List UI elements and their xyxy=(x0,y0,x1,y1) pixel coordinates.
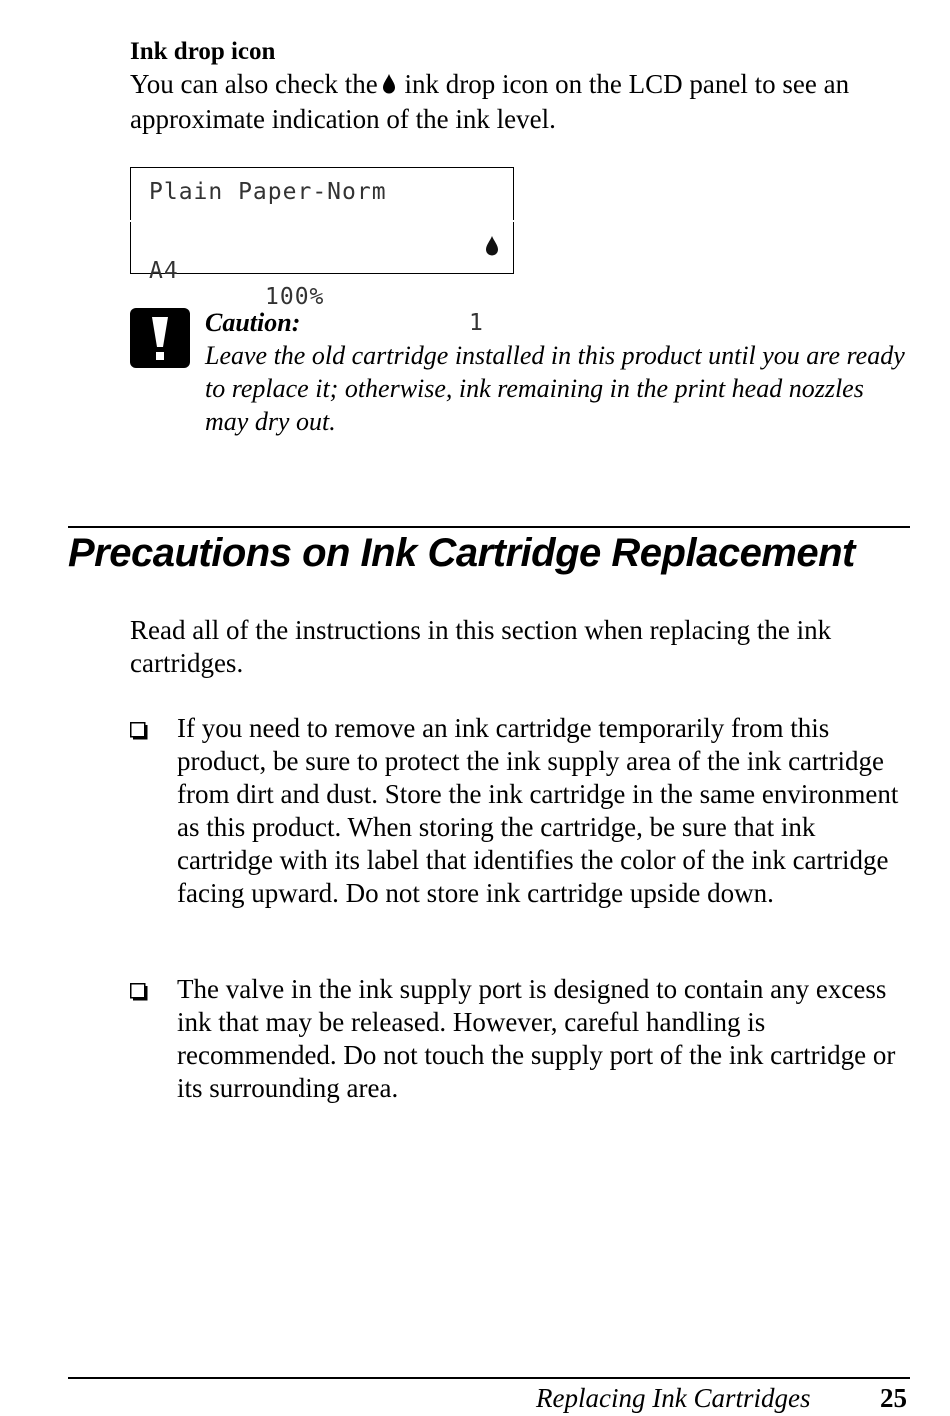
checkbox-bullet-icon xyxy=(130,722,148,740)
checkbox-bullet-icon xyxy=(130,983,148,1001)
lcd-line-1: Plain Paper-Norm xyxy=(149,179,387,205)
ink-drop-description xyxy=(130,68,920,136)
caution-exclamation-icon xyxy=(130,308,190,368)
section-intro: Read all of the instructions in this section when replacing the ink cartridges. xyxy=(130,615,832,678)
bullet-item: If you need to remove an ink cartridge temporarily from this product, be sure to protect the ink supply area of the ink cartridge from dirt and dust. Store the ink cartridge in the same environment as this product. When storing the cartridge, be sure that ink cartridge with its label that identifies the color of the ink cartridge facing upward. Do not store ink cartridge upside down. xyxy=(177,713,899,908)
caution-text: Leave the old cartridge installed in this product until you are ready to replace it; otherwise, ink remaining in the print head nozzles may dry out. xyxy=(205,341,905,436)
footer-chapter-title: Replacing Ink Cartridges xyxy=(536,1383,811,1413)
lcd-paper-size: A4 xyxy=(149,258,179,284)
ink-drop-icon xyxy=(382,70,396,103)
footer-page-number: 25 xyxy=(880,1383,907,1413)
ink-drop-text-after: ink drop icon on the LCD panel to see an approximate indication of the ink level. xyxy=(130,69,850,134)
lcd-ink-drop-icon xyxy=(485,235,499,263)
bullet-item: The valve in the ink supply port is designed to contain any excess ink that may be released. However, careful handling is recommended. Do not touch the supply port of the ink cartridge or its surrounding area. xyxy=(177,974,896,1103)
section-heading: Precautions on Ink Cartridge Replacement xyxy=(68,531,855,575)
caution-title: Caution: xyxy=(205,308,301,337)
footer-divider xyxy=(68,1377,910,1379)
lcd-count: 1 xyxy=(469,310,484,336)
ink-drop-heading: Ink drop icon xyxy=(130,38,276,65)
ink-drop-text-before: You can also check the xyxy=(130,69,378,99)
lcd-percentage: 100% xyxy=(265,284,325,310)
